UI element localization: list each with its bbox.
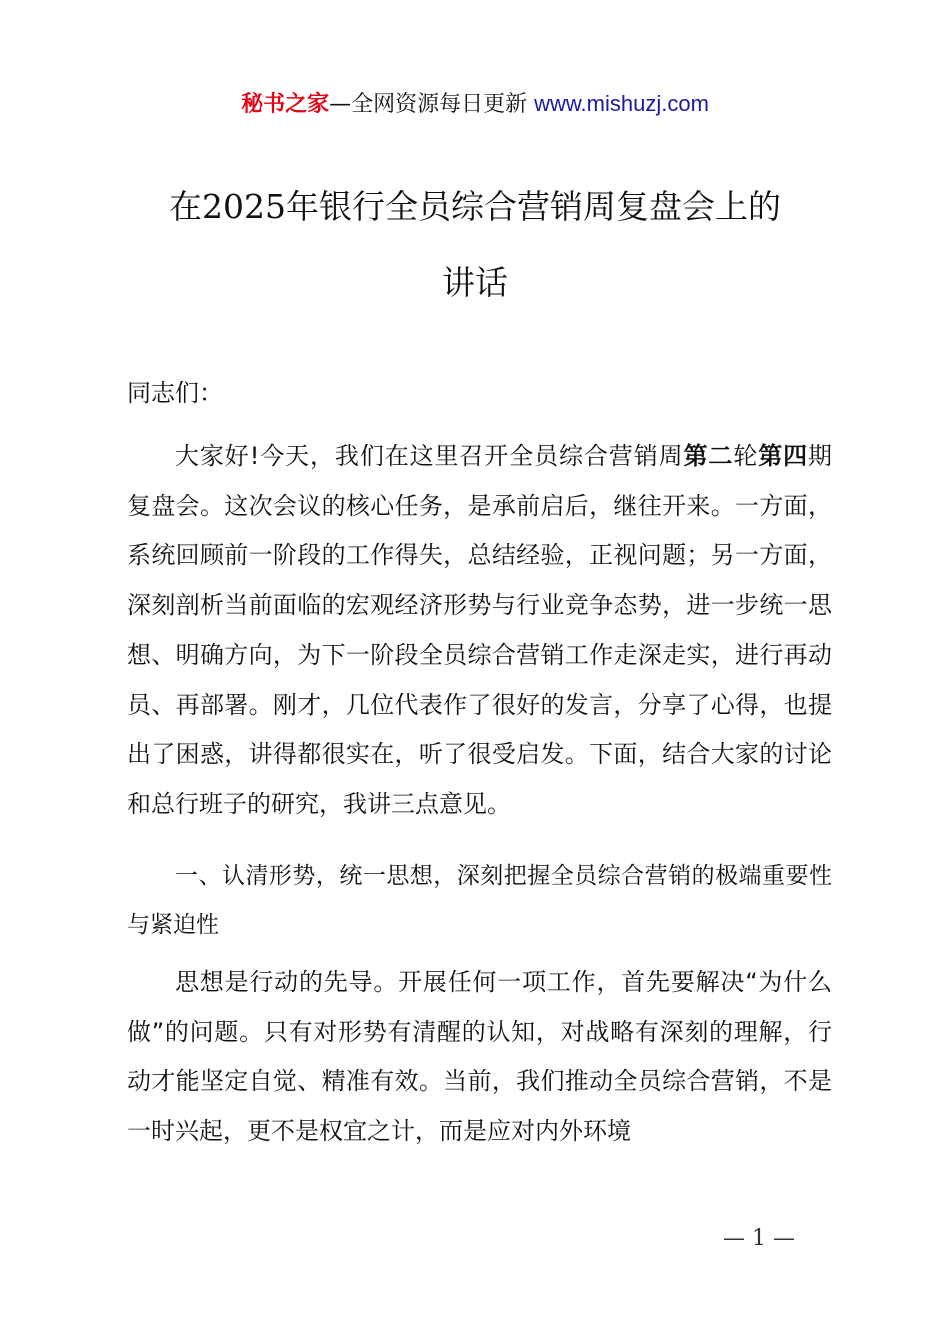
website-link[interactable]: www.mishuzj.com — [534, 91, 709, 116]
bold-text: 第二 — [683, 442, 734, 470]
bold-text: 第四 — [758, 442, 809, 470]
section-heading-1: 一、认清形势，统一思想，深刻把握全员综合营销的极端重要性与紧迫性 — [127, 863, 832, 938]
paragraph-section-1: 思想是行动的先导。开展任何一项工作，首先要解决“为什么做”的问题。只有对形势有清醒的认知，对战略有深刻的理解，行动才能坚定自觉、精准有效。当前，我们推动全员综合营销，不是一时兴起，更不是权宜之计，而是应对内外环境 — [127, 968, 832, 1146]
paragraph-opening — [127, 432, 832, 830]
site-header — [0, 88, 950, 121]
paragraph-text: 大家好!今天，我们在这里召开全员综合营销周 — [175, 442, 684, 470]
paragraph-text: 期复盘会。这次会议的核心任务，是承前启后，继往开来。一方面，系统回顾前一阶段的工作得失，总结经验，正视问题；另一方面，深刻剖析当前面临的宏观经济形势与行业竞争态势，进一步统一思想、明确方向，为下一阶段全员综合营销工作走深走实，进行再动员、再部署。刚才，几位代表作了很好的发言，分享了心得，也提出了困惑，讲得都很实在，听了很受启发。下面，结合大家的讨论和总行班子的研究，我讲三点意见。 — [127, 442, 833, 818]
page-number: — 1 — — [723, 1226, 795, 1251]
paragraph-text: 轮 — [733, 442, 759, 470]
document-title — [100, 182, 850, 308]
title-line-1: 在2025年银行全员综合营销周复盘会上的 — [169, 187, 781, 226]
title-line-2: 讲话 — [442, 263, 508, 302]
salutation: 同志们： — [127, 379, 223, 407]
brand-name: 秘书之家 — [241, 92, 330, 117]
header-slogan: —全网资源每日更新 — [329, 92, 528, 117]
